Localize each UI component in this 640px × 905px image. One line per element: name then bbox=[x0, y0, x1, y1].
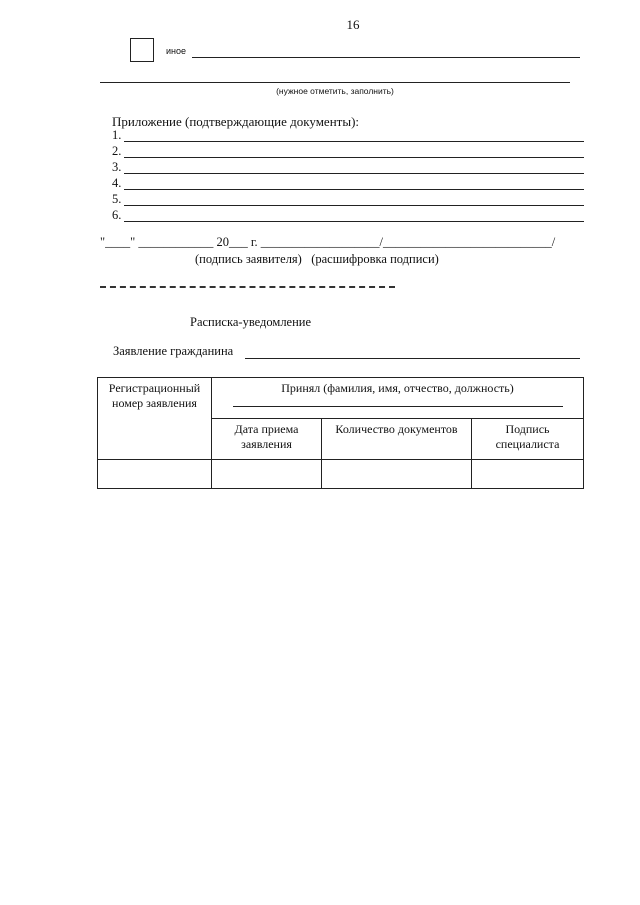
attachment-line[interactable] bbox=[124, 157, 584, 158]
date-cell[interactable] bbox=[212, 460, 322, 489]
registration-table bbox=[97, 377, 584, 489]
attachment-number: 1. bbox=[112, 128, 122, 142]
attachment-number: 5. bbox=[112, 192, 122, 206]
receipt-title: Расписка-уведомление bbox=[190, 315, 312, 329]
attachment-line[interactable] bbox=[124, 221, 584, 222]
extra-fill-line[interactable] bbox=[100, 82, 570, 83]
other-label: иное bbox=[166, 46, 187, 56]
page-number: 16 bbox=[346, 17, 360, 32]
attachment-number: 3. bbox=[112, 160, 122, 174]
attachment-line[interactable] bbox=[124, 189, 584, 190]
reg-number-cell[interactable] bbox=[98, 460, 212, 489]
other-fill-line[interactable] bbox=[192, 57, 580, 58]
attachments-title: Приложение (подтверждающие документы): bbox=[112, 114, 360, 129]
date-signature-line[interactable]: "____" ____________ 20___ г. ___________________/___________________________/ bbox=[100, 235, 556, 249]
accepted-fill-line[interactable] bbox=[233, 400, 563, 407]
reg-number-header: Регистрационный номер заявления bbox=[98, 378, 212, 460]
signature-header: Подпись специалиста bbox=[472, 419, 584, 460]
attachment-line[interactable] bbox=[124, 141, 584, 142]
date-header: Дата приема заявления bbox=[212, 419, 322, 460]
attachment-number: 2. bbox=[112, 144, 122, 158]
accepted-header bbox=[212, 378, 584, 419]
signature-hint: (подпись заявителя) (расшифровка подписи) bbox=[195, 252, 439, 266]
attachment-number: 6. bbox=[112, 208, 122, 222]
cut-line bbox=[100, 286, 395, 288]
attachment-line[interactable] bbox=[124, 205, 584, 206]
attachment-line[interactable] bbox=[124, 173, 584, 174]
count-cell[interactable] bbox=[322, 460, 472, 489]
attachment-number: 4. bbox=[112, 176, 122, 190]
citizen-name-line[interactable] bbox=[245, 358, 580, 359]
other-checkbox[interactable] bbox=[130, 38, 154, 62]
signature-cell[interactable] bbox=[472, 460, 584, 489]
statement-label: Заявление гражданина bbox=[113, 344, 234, 358]
mark-note: (нужное отметить, заполнить) bbox=[276, 86, 394, 96]
count-header: Количество документов bbox=[322, 419, 472, 460]
accepted-header-text: Принял (фамилия, имя, отчество, должность) bbox=[281, 381, 514, 395]
